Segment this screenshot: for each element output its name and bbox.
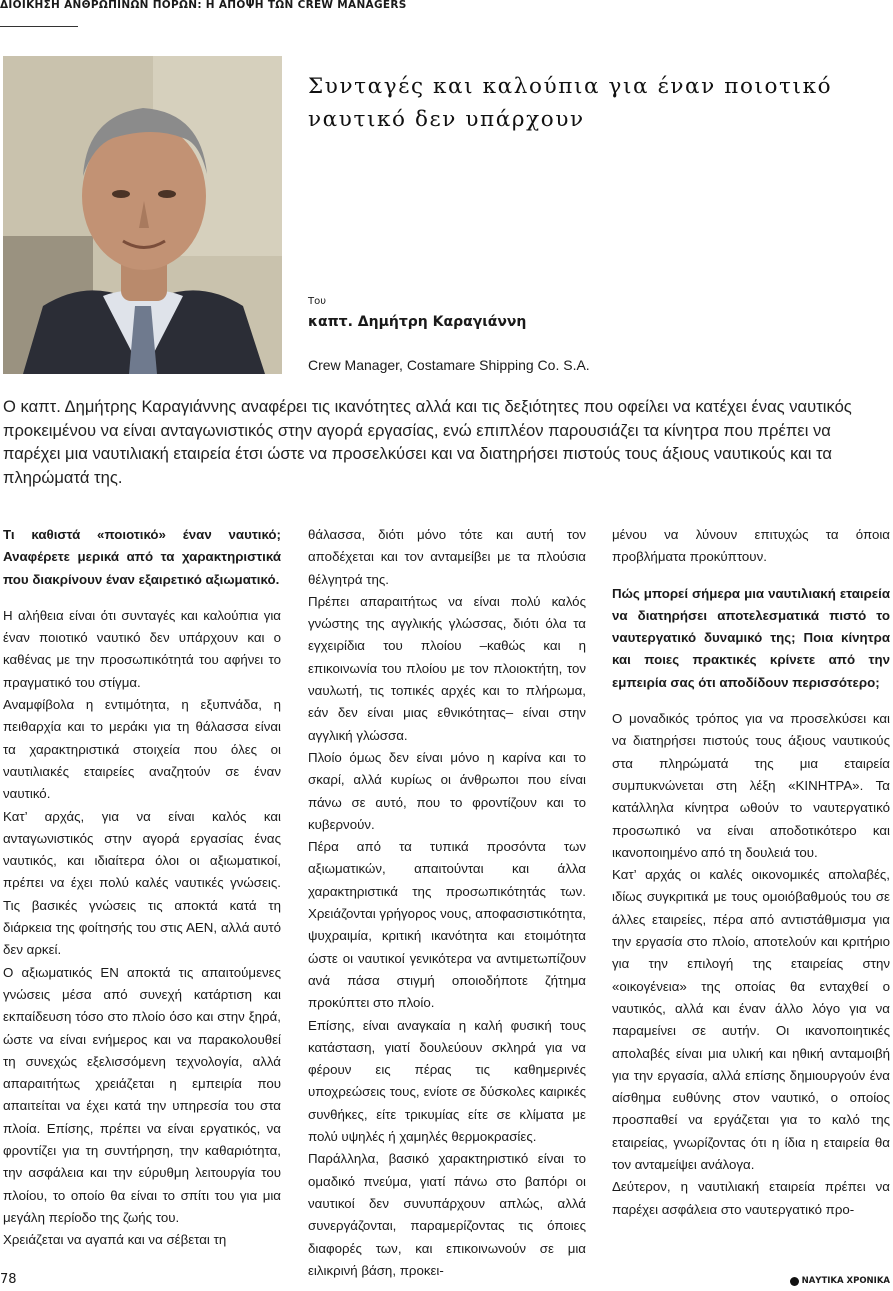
- paragraph: Κατ’ αρχάς, για να είναι καλός και ανταγωνιστικός στην αγορά εργασίας ένας ναυτικός, και ιδιαίτερα όλοι οι αξιωματικοί, πρέπει να έχει πολύ καλές ναυτικές γνώσεις. Τις βασικές γνώσεις τις αποκτά κατά τη διάρκεια της φοίτησής του στις ΑΕΝ, αλλά αυτό δεν αρκεί.: [3, 808, 281, 958]
- paragraph: θάλασσα, διότι μόνο τότε και αυτή τον αποδέχεται και τον ανταμείβει με τα πλούσια θέλγητρά της.: [308, 527, 586, 587]
- paragraph: Χρειάζεται να αγαπά και να σέβεται τη: [3, 1232, 227, 1248]
- publication-name: ΝΑΥΤΙΚΑ ΧΡΟΝΙΚΑ: [801, 1276, 890, 1286]
- publication-footer: [790, 1276, 890, 1286]
- section-label: ΔΙΟΙΚΗΣΗ ΑΝΘΡΩΠΙΝΩΝ ΠΟΡΩΝ: Η ΑΠΟΨΗ ΤΩΝ CREW MANAGERS: [0, 0, 407, 11]
- paragraph: Επίσης, είναι αναγκαία η καλή φυσική τους κατάσταση, γιατί δουλεύουν σκληρά για να φέρουν εις πέρας τις καθημερινές υποχρεώσεις τους, ενίοτε σε δύσκολες καιρικές συνθήκες, είτε τρικυμίας είτε σε κλίματα με πολύ υψηλές ή χαμηλές θερμοκρασίες.: [308, 1017, 586, 1145]
- paragraph: μένου να λύνουν επιτυχώς τα όποια προβλήματα προκύπτουν.: [612, 527, 890, 565]
- text-column-1: [3, 524, 281, 1252]
- header-divider: [0, 26, 78, 27]
- interview-question-1: Τι καθιστά «ποιοτικό» έναν ναυτικό; Αναφέρετε μερικά από τα χαρακτηριστικά που διακρίνουν έναν εξαιρετικό αξιωματικό.: [3, 527, 281, 587]
- paragraph: Παράλληλα, βασικό χαρακτηριστικό είναι το ομαδικό πνεύμα, γιατί πάνω στο βαπόρι οι ναυτικοί δεν συνυπάρχουν απλώς, αλλά συνεργάζονται, παραμερίζοντας τις όποιες διαφορές των, και επικοινωνούν σε μια ειλικρινή βάση, προκει-: [308, 1151, 586, 1278]
- author-name: καπτ. Δημήτρη Καραγιάννη: [308, 314, 527, 330]
- text-column-3: [612, 524, 890, 1221]
- title-line-1: Συνταγές και καλούπια για έναν ποιοτικό: [308, 74, 833, 99]
- paragraph: Πρέπει απαραιτήτως να είναι πολύ καλός γνώστης της αγγλικής γλώσσας, διότι όλα τα εγχειρίδια του πλοίου –καθώς και η επικοινωνία του πλοίου με τον πλοιοκτήτη, τον ναυλωτή, τις τοπικές αρχές και το πλήρωμα, εάν δεν είναι μιας εθνικότητας– είναι στην αγγλική γλώσσα.: [308, 593, 586, 743]
- byline-prefix: Του: [308, 296, 327, 307]
- brand-logo-icon: [790, 1277, 799, 1286]
- interview-question-2: Πώς μπορεί σήμερα μια ναυτιλιακή εταιρεία να διατηρήσει αποτελεσματικά πιστό το ναυτεργατικό δυναμικό της; Ποια κίνητρα και ποιες πρακτικές κρίνετε από την εμπειρία σας ότι αποδίδουν περισσότερο;: [612, 585, 890, 690]
- paragraph: Αναμφίβολα η εντιμότητα, η εξυπνάδα, η πειθαρχία και το μεράκι για τη θάλασσα είναι τα χαρακτηριστικά στοιχεία που όλες οι ναυτιλιακές εταιρείες αναζητούν σε έναν ναυτικό.: [3, 697, 281, 802]
- text-column-2: [308, 524, 586, 1282]
- article-title: [308, 70, 868, 136]
- article-intro: Ο καπτ. Δημήτρης Καραγιάννης αναφέρει τις ικανότητες αλλά και τις δεξιότητες που οφείλει να κατέχει ένας ναυτικός προκειμένου να είναι ανταγωνιστικός στην αγορά εργασίας, ενώ επιπλέον παρουσιάζει τα κίνητρα που πρέπει να παρέχει μια ναυτιλιακή εταιρεία έτσι ώστε να προσελκύσει και να διατηρήσει πιστούς τους άξιους ναυτικούς και τα πληρώματά της.: [3, 397, 852, 487]
- paragraph: Πλοίο όμως δεν είναι μόνο η καρίνα και το σκαρί, αλλά κυρίως οι άνθρωποι που είναι πάνω σε αυτό, που το φροντίζουν και το κυβερνούν.: [308, 749, 586, 832]
- paragraph: Ο μοναδικός τρόπος για να προσελκύσει και να διατηρήσει πιστούς τους άξιους ναυτικούς στα πληρώματά της μια εταιρεία συμπυκνώνεται στη λέξη «ΚΙΝΗΤΡΑ». Τα κατάλληλα κίνητρα ωθούν το ναυτεργατικό προσωπικό να είναι αποδοτικότερο και ικανοποιημένο από τη δουλειά του.: [612, 711, 890, 860]
- author-role: Crew Manager, Costamare Shipping Co. S.A.: [308, 357, 590, 373]
- portrait-illustration: [3, 56, 282, 374]
- paragraph: Δεύτερον, η ναυτιλιακή εταιρεία πρέπει να παρέχει ασφάλεια στο ναυτεργατικό προ-: [612, 1179, 890, 1217]
- title-line-2: ναυτικό δεν υπάρχουν: [308, 107, 585, 132]
- paragraph: Η αλήθεια είναι ότι συνταγές και καλούπια για έναν ποιοτικό ναυτικό δεν υπάρχουν και ο καθένας με την προσωπικότητά του αφήνει το πραγματικό του στίγμα.: [3, 607, 281, 690]
- paragraph: Κατ’ αρχάς οι καλές οικονομικές απολαβές, ιδίως συγκριτικά με τους ομοιόβαθμούς του σε άλλες εταιρείες, πέρα από αντιστάθμισμα για την εργασία στο πλοίο, αποτελούν και κριτήριο για την επιλογή της εταιρείας στην «οικογένεια» της οποίας θα ενταχθεί ο ναυτικός, αλλά και έναν άλλο λόγο για να παραμείνει σε αυτήν. Οι ικανοποιητικές απολαβές είναι μια υλική και ηθική ανταμοιβή για την εργασία, αλλά επίσης δημιουργούν ένα αίσθημα ευθύνης στον ναυτικό, ο οποίος προσπαθεί να εργάζεται για το καλό της εταιρείας, γνωρίζοντας ότι η ίδια η εταιρεία θα τον ανταμείψει ανάλογα.: [612, 867, 890, 1173]
- paragraph: Πέρα από τα τυπικά προσόντα των αξιωματικών, απαιτούνται και άλλα χαρακτηριστικά της προσωπικότητάς των. Χρειάζονται γρήγορος νους, αποφασιστικότητα, ψυχραιμία, κριτική ικανότητα και ετοιμότητα ώστε οι ναυτικοί γενικότερα να αντιμετωπίζουν ανά πάσα στιγμή οποιοδήποτε ζήτημα προκύπτει στο πλοίο.: [308, 839, 586, 1011]
- author-photo: [3, 56, 282, 374]
- paragraph: Ο αξιωματικός ΕΝ αποκτά τις απαιτούμενες γνώσεις μέσα από συνεχή κατάρτιση και εκπαίδευση τόσο στο πλοίο όσο και στην ξηρά, ώστε να είναι ενήμερος και να παρακολουθεί τη συνεχώς εξελισσόμενη τεχνολογία, αλλά απαραιτήτως χρειάζεται η εμπειρία που απαιτείται να έχει κατά την υπηρεσία του στα πλοία. Επίσης, πρέπει να είναι εργατικός, να φροντίζει για τη συντήρηση, την καθαριότητα, την ασφάλεια και την εύρυθμη λειτουργία του πλοίου, το οποίο θα είναι το σπίτι του για μια μεγάλη περίοδο της ζωής του.: [3, 964, 281, 1225]
- page-number: 78: [0, 1272, 17, 1287]
